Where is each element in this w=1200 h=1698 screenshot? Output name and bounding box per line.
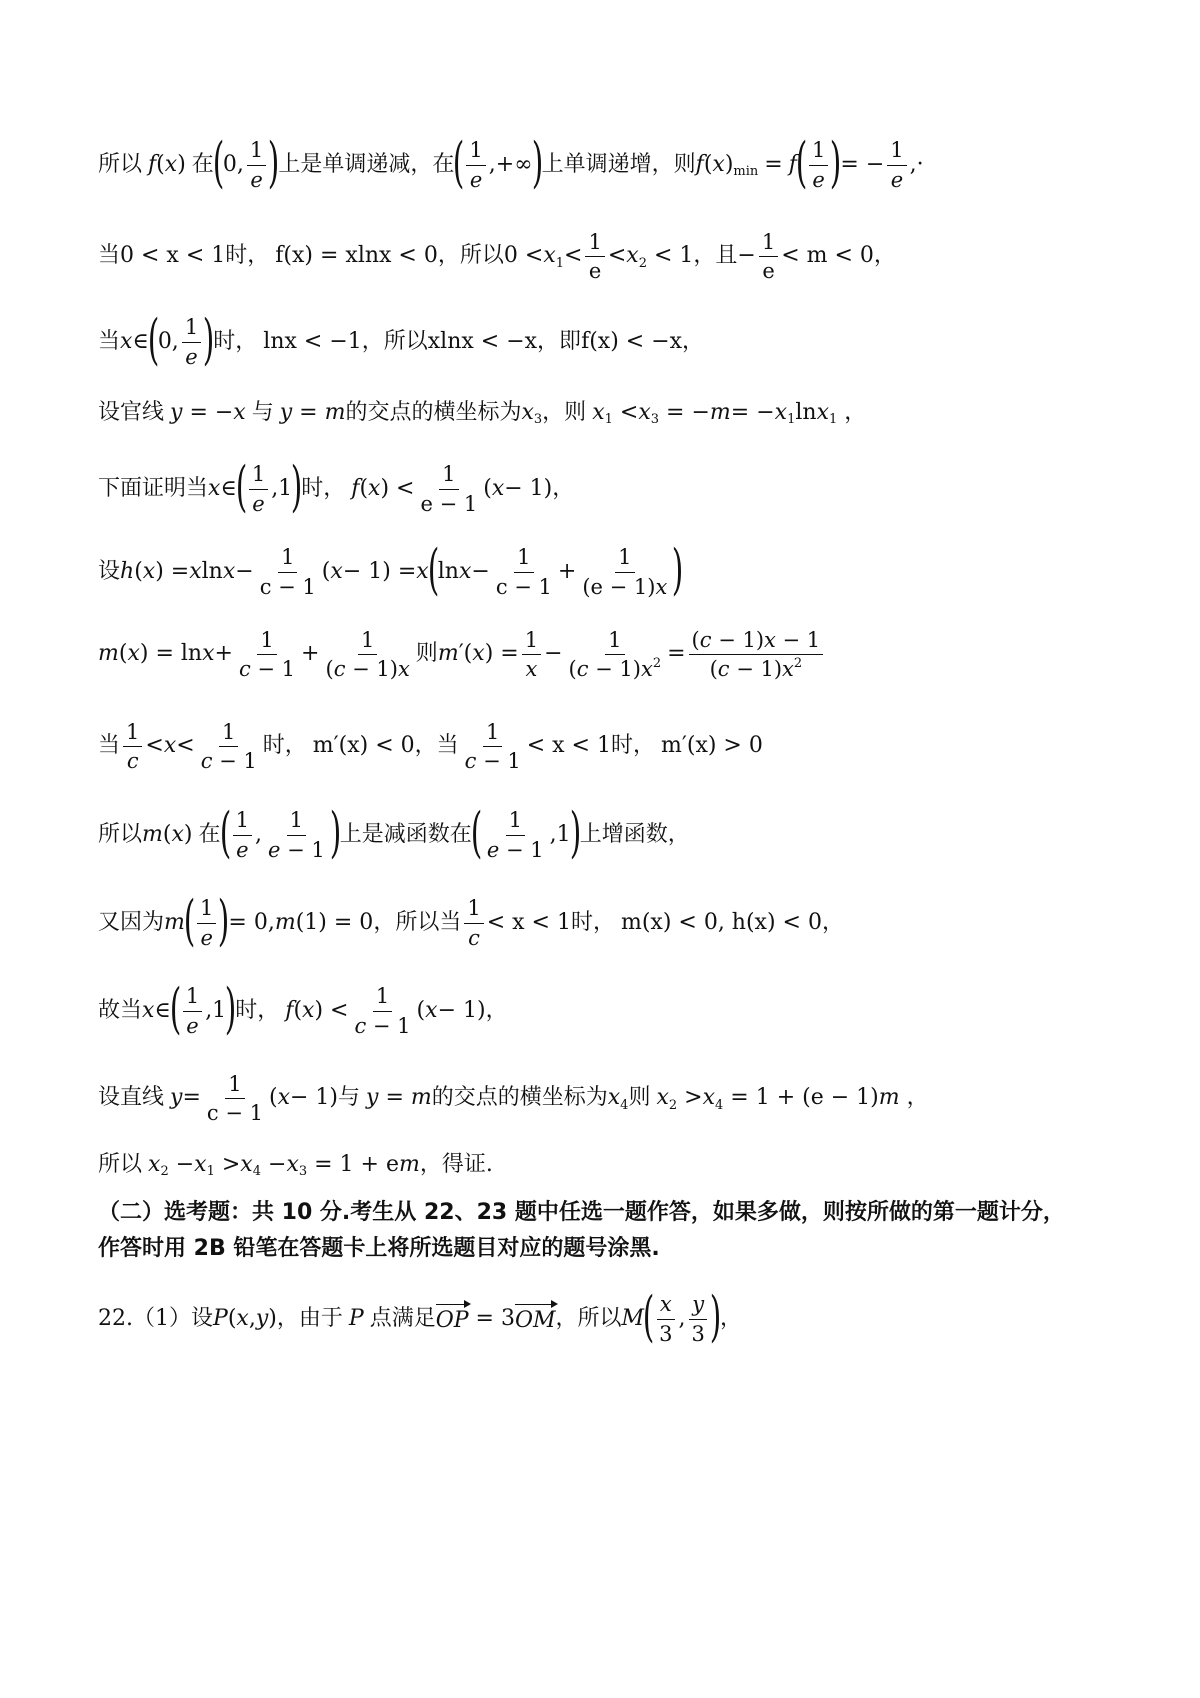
text: 在: [191, 151, 214, 177]
text: ，所以当: [373, 909, 462, 935]
text: 设直线: [98, 1085, 165, 1111]
text: 时，: [235, 997, 280, 1023]
text: 时，: [213, 328, 258, 354]
text: 点满足: [369, 1305, 436, 1331]
text: 故当: [98, 997, 143, 1023]
line-problem-22: 22.（1）设 P ( x , y ) ，由于 P 点满足 OP = 3 OM ，所以 M ( $\frac{x}{3}$ , $\frac{y}{3}$ ) ，: [98, 1285, 742, 1348]
text: 所以: [98, 151, 143, 177]
text: 22.（1）设: [98, 1305, 213, 1331]
line-range: 当 0 < x < 1 时， f(x) = xlnx < 0 ，所以 0 < x 1 < $\frac{1}{e}$ < x 2 < 1， 且 − $\frac{1}{e}$ < m < 0，: [98, 230, 896, 284]
text: 上是单调递减，在: [278, 151, 455, 177]
math: m′(x) > 0: [661, 733, 763, 759]
text: 上单调递增，则: [541, 151, 696, 177]
math: < x < 1时，: [486, 909, 615, 935]
text: ，所以: [361, 328, 428, 354]
line-conclusion: 所以 x 2 − x 1 > x 4 − x 3 = 1 + e m ，得证.: [98, 1152, 493, 1180]
text: 且: [715, 243, 738, 269]
line-prove: 下面证明当 x ∈ ( $\frac{1}{e}$ ,1 ) 时， f ( x ) < $\frac{1}{e - 1}$ ( x − 1)，: [98, 455, 575, 518]
math: y = m: [366, 1085, 432, 1111]
text: 设: [98, 558, 121, 584]
text: 时，: [225, 243, 270, 269]
line-monotonic: 所以 f ( x ) 在 ( 0, $\frac{1}{e}$ ) 上是单调递减，在 ( $\frac{1}{e}$ ,+∞ ) 上单调递增，则 f ( x ) min = f ( $\frac{1}{e}$ ) = − $\frac{1}{e}$ ,·: [98, 131, 924, 194]
text: 的交点的横坐标为: [345, 400, 522, 425]
text: 当: [98, 243, 121, 269]
text: =: [764, 151, 783, 177]
line-sign-m-prime: 当 $\frac{1}{c}$ < x < $\frac{1}{c - 1}$ 时， m′(x) < 0 ，当 $\frac{1}{c - 1}$ < x < 1时， m′(x) > 0: [98, 720, 763, 774]
text: = −: [840, 151, 885, 177]
text: 与: [251, 400, 274, 425]
line-intersection-x4: 设直线 y = $\frac{1}{c - 1}$ ( x − 1) 与 y = m 的交点的横坐标为 x 4 则 x 2 > x 4 = 1 + (e − 1) m ，: [98, 1072, 929, 1126]
text: 的交点的横坐标为: [431, 1085, 608, 1111]
math: lnx < −1: [263, 328, 362, 354]
math: m′(x) < 0: [312, 733, 415, 759]
subscript: min: [733, 164, 759, 180]
line-intersection-x3: 设官线 y = −x 与 y = m 的交点的横坐标为 x 3 ，则 x 1 < x 3 = − m = − x 1 ln x 1 ，: [98, 400, 867, 428]
text: 则: [415, 641, 438, 667]
math: f(x) < −x，: [581, 328, 705, 354]
text: 上是减函数在: [339, 821, 472, 847]
text: ，即: [537, 328, 582, 354]
text: 所以: [98, 1152, 143, 1177]
text: 在: [198, 821, 221, 847]
line-ln-bound: 当 x ∈ ( 0, $\frac{1}{e}$ ) 时， lnx < −1 ，所以 xlnx < −x ，即 f(x) < −x，: [98, 308, 705, 371]
line-define-m: m ( x ) = ln x + $\frac{1}{c - 1}$ + $\frac{1}{(c - 1)x}$ 则 m ′( x ) = $\frac{1}{x}$ − $\frac{1}{(c - 1)x^2}$ = $\frac{(c - 1)x - 1}{(c - 1)x^2}$: [98, 628, 1140, 681]
text: ，则: [542, 400, 587, 425]
math: P: [348, 1305, 364, 1331]
text: 当: [98, 328, 121, 354]
text: 时，: [301, 475, 346, 501]
text: 下面证明当: [98, 475, 209, 501]
text: ，得证.: [419, 1152, 493, 1177]
text: 则: [628, 1085, 651, 1111]
text: ，由于: [276, 1305, 343, 1331]
text: 与: [338, 1085, 361, 1111]
text: 又因为: [98, 909, 165, 935]
text: 当: [98, 733, 121, 759]
math: < m < 0，: [781, 243, 896, 269]
math: 0 < x < 1: [120, 243, 226, 269]
math: m(x) < 0, h(x) < 0，: [620, 909, 844, 935]
section-heading-line2: 作答时用 2B 铅笔在答题卡上将所选题目对应的题号涂黑.: [98, 1236, 660, 1261]
math: f(x) = xlnx < 0: [275, 243, 438, 269]
line-define-h: 设 h ( x ) = x ln x − $\frac{1}{c - 1}$ ( x − 1) = x ( ln x − $\frac{1}{c - 1}$ + $\frac{1}{(e - 1)x}$ ): [98, 538, 684, 601]
text: 设官线: [98, 400, 165, 425]
math: y = −x: [170, 400, 246, 425]
math: < x < 1时，: [526, 733, 655, 759]
math: y = m: [279, 400, 346, 425]
line-monotonic-m: 所以 m ( x ) 在 ( $\frac{1}{e}$ , $\frac{1}{e - 1}$ ) 上是减函数在 ( $\frac{1}{e - 1}$ ,1 ) 上增函数，: [98, 801, 690, 864]
math: xlnx < −x: [427, 328, 538, 354]
text: 时，: [262, 733, 307, 759]
text: 所以: [98, 821, 143, 847]
text: ，当: [414, 733, 459, 759]
text: ，所以: [437, 243, 504, 269]
line-because: 又因为 m ( $\frac{1}{e}$ ) = 0, m (1) = 0 ，所以当 $\frac{1}{c}$ < x < 1时， m(x) < 0, h(x) < 0，: [98, 889, 844, 952]
text: ，所以: [555, 1305, 622, 1331]
line-therefore: 故当 x ∈ ( $\frac{1}{e}$ ,1 ) 时， f ( x ) < $\frac{1}{c - 1}$ ( x − 1)，: [98, 977, 508, 1040]
text: 上增函数，: [579, 821, 690, 847]
text: ,·: [909, 151, 924, 177]
section-heading-line1: （二）选考题：共 10 分.考生从 22、23 题中任选一题作答，如果多做，则按所做的第一题计分，: [98, 1200, 1065, 1225]
